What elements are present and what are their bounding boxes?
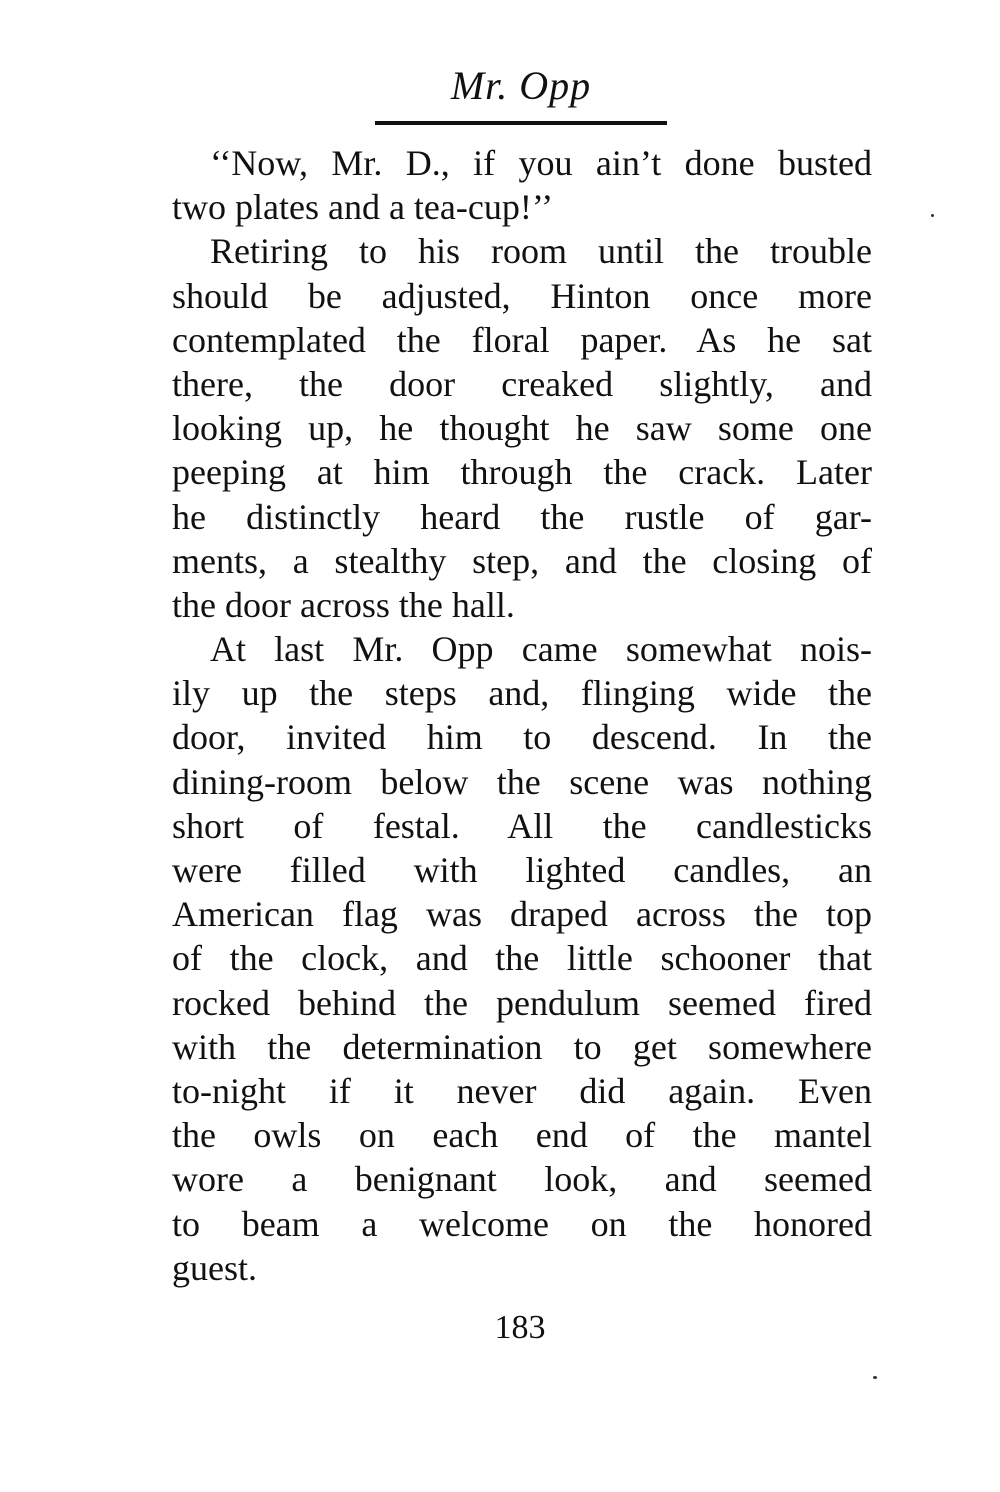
text-line: ments, a stealthy step, and the closing of <box>172 540 872 581</box>
text-line: ily up the steps and, flinging wide the <box>172 673 872 714</box>
text-line: Retiring to his room until the trouble <box>210 231 872 272</box>
text-line: short of festal. All the candlesticks <box>172 805 872 846</box>
text-line: to beam a welcome on the honored <box>172 1203 872 1244</box>
running-head: Mr. Opp <box>450 63 592 108</box>
text-line: wore a benignant look, and seemed <box>172 1159 872 1200</box>
text-line: to-night if it never did again. Even <box>172 1070 872 1111</box>
text-line: guest. <box>172 1247 257 1288</box>
body-text <box>172 141 872 1290</box>
text-line: door, invited him to descend. In the <box>172 717 872 758</box>
text-line: ‘‘Now, Mr. D., if you ain’t done busted <box>210 143 872 183</box>
text-line: the door across the hall. <box>172 584 515 625</box>
text-line: looking up, he thought he saw some one <box>172 408 872 449</box>
text-line: the owls on each end of the mantel <box>172 1115 872 1156</box>
header-rule <box>375 121 667 125</box>
text-line: contemplated the floral paper. As he sat <box>172 319 872 360</box>
text-line: At last Mr. Opp came somewhat nois- <box>210 629 872 670</box>
text-line: he distinctly heard the rustle of gar- <box>172 496 872 537</box>
scan-speck <box>931 214 934 217</box>
text-line: dining-room below the scene was nothing <box>172 761 872 802</box>
page-number: 183 <box>494 1309 546 1346</box>
scan-speck <box>873 1376 877 1379</box>
text-line: American flag was draped across the top <box>172 894 872 935</box>
text-line: were filled with lighted candles, an <box>172 850 872 890</box>
text-line: with the determination to get somewhere <box>172 1026 872 1067</box>
text-line: rocked behind the pendulum seemed fired <box>172 982 872 1023</box>
text-line: peeping at him through the crack. Later <box>172 452 872 493</box>
text-line: there, the door creaked slightly, and <box>172 363 872 404</box>
text-line: should be adjusted, Hinton once more <box>172 275 872 316</box>
text-line: of the clock, and the little schooner that <box>172 938 872 979</box>
text-line: two plates and a tea-cup!’’ <box>172 187 554 228</box>
